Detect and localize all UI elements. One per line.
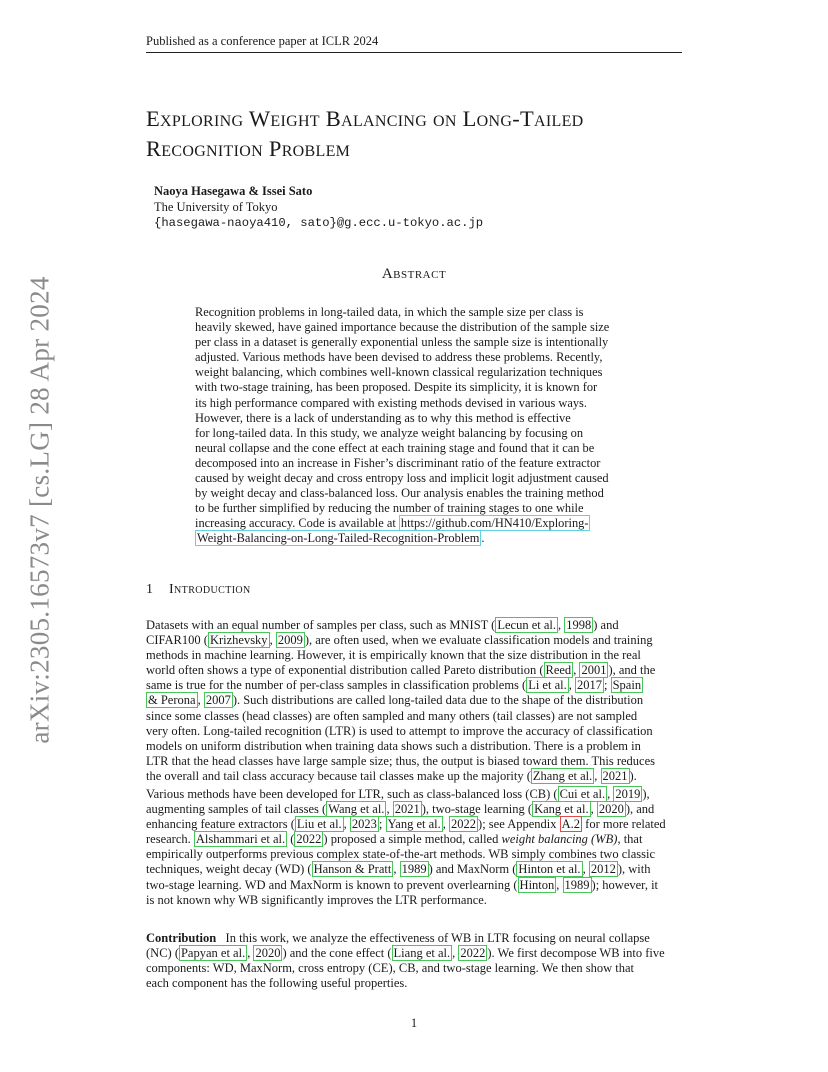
citation-link[interactable]: Spain bbox=[612, 678, 642, 693]
text: , bbox=[573, 663, 580, 678]
citation-link[interactable]: Liang et al. bbox=[393, 946, 451, 961]
text: , bbox=[590, 802, 597, 817]
abstract-line: to be further simplified by reducing the number of training stages to one while bbox=[195, 501, 584, 516]
citation-link[interactable]: Papyan et al. bbox=[180, 946, 246, 961]
citation-link[interactable]: 2007 bbox=[205, 693, 231, 708]
citation-link[interactable]: Krizhevsky bbox=[209, 633, 268, 648]
text: ), and bbox=[625, 802, 655, 817]
citation-link[interactable]: Cui et al. bbox=[559, 787, 606, 801]
section-title: Introduction bbox=[169, 582, 251, 597]
abstract-text: . bbox=[481, 531, 485, 546]
text: , bbox=[247, 946, 254, 961]
text: , bbox=[386, 802, 393, 817]
text: world often shows a type of exponential distribution called Pareto distribution ( bbox=[146, 663, 544, 678]
text: ; bbox=[378, 817, 386, 832]
text: ), bbox=[642, 787, 650, 801]
citation-link[interactable]: Reed bbox=[545, 663, 572, 678]
text: (NC) ( bbox=[146, 946, 179, 961]
citation-link[interactable]: Li et al. bbox=[528, 678, 567, 693]
code-repo-link[interactable]: https://github.com/HN410/Exploring- bbox=[400, 516, 589, 531]
text: enhancing feature extractors ( bbox=[146, 817, 295, 832]
text: ); however, it bbox=[591, 877, 659, 892]
citation-link[interactable]: Alshammari et al. bbox=[195, 832, 286, 847]
paragraph-line bbox=[146, 787, 686, 802]
text: same is true for the number of per-class samples in classification problems ( bbox=[146, 678, 527, 693]
paragraph-line bbox=[146, 693, 686, 708]
paragraph-line: each component has the following useful properties. bbox=[146, 976, 408, 991]
paragraph-line: methods in machine learning. However, it is empirically known that the size distribution in the real bbox=[146, 648, 641, 663]
abstract-line: its high performance compared with existing methods devised in various ways. bbox=[195, 395, 587, 410]
citation-link[interactable]: 2020 bbox=[598, 802, 624, 817]
arxiv-side-stamp bbox=[20, 276, 60, 744]
abstract-line: with two-stage training, has been proposed. Despite its simplicity, it is known for bbox=[195, 380, 598, 395]
text: ) and MaxNorm ( bbox=[428, 862, 517, 877]
citation-link[interactable]: 2022 bbox=[460, 946, 486, 961]
abstract-body bbox=[195, 305, 635, 547]
citation-link[interactable]: 1998 bbox=[566, 618, 592, 632]
paragraph-line bbox=[146, 832, 686, 847]
text: ( bbox=[287, 832, 295, 847]
paragraph-line: components: WD, MaxNorm, cross entropy (CE), CB, and two-stage learning. We then show that bbox=[146, 961, 635, 976]
text: research. bbox=[146, 832, 194, 847]
text: In this work, we analyze the effectiveness of WB in LTR focusing on neural collapse bbox=[225, 931, 650, 945]
text: , bbox=[556, 877, 563, 892]
abstract-line: Recognition problems in long-tailed data, in which the sample size per class is bbox=[195, 305, 584, 319]
citation-link[interactable]: 2021 bbox=[602, 768, 628, 783]
abstract-text: increasing accuracy. Code is available at bbox=[195, 516, 399, 531]
citation-link[interactable]: Zhang et al. bbox=[532, 768, 593, 783]
citation-link[interactable]: 2022 bbox=[451, 817, 477, 832]
citation-link[interactable]: 2009 bbox=[277, 633, 303, 648]
text: , bbox=[393, 862, 400, 877]
text: Various methods have been developed for LTR, such as class-balanced loss (CB) ( bbox=[146, 787, 558, 801]
citation-link[interactable]: 2021 bbox=[394, 802, 420, 817]
citation-link[interactable]: 2022 bbox=[296, 832, 322, 847]
author-email: {hasegawa-naoya410, sato}@g.ecc.u-tokyo.ac.jp bbox=[154, 216, 484, 230]
paragraph-line bbox=[146, 862, 686, 877]
text: ), are often used, when we evaluate classification models and training bbox=[304, 633, 653, 648]
citation-link[interactable]: 1989 bbox=[401, 862, 427, 877]
citation-link[interactable]: 2019 bbox=[615, 787, 641, 801]
abstract-line: caused by weight decay and cross entropy loss and implicit logit adjustment caused bbox=[195, 471, 609, 486]
text: ), two-stage learning ( bbox=[421, 802, 533, 817]
code-repo-link-continued[interactable]: Weight-Balancing-on-Long-Tailed-Recognition-Problem bbox=[197, 531, 480, 546]
paragraph-line bbox=[146, 618, 686, 633]
paragraph-line: LTR that the head classes have large sample size; thus, the output is biased toward them. This reduces bbox=[146, 753, 656, 768]
text: ) and the cone effect ( bbox=[282, 946, 392, 961]
arxiv-identifier: arXiv:2305.16573v7 [cs.LG] 28 Apr 2024 bbox=[24, 276, 55, 744]
text: ; bbox=[603, 678, 611, 693]
citation-link[interactable]: Hinton et al. bbox=[518, 862, 581, 877]
text: , bbox=[197, 693, 204, 708]
paragraph-line bbox=[146, 817, 686, 832]
text: the overall and tail class accuracy because tail classes make up the majority ( bbox=[146, 768, 531, 783]
abstract-line: adjusted. Various methods have been devised to address these problems. Recently, bbox=[195, 350, 603, 365]
citation-link[interactable]: 1989 bbox=[564, 877, 590, 892]
citation-link[interactable]: Yang et al. bbox=[387, 817, 441, 832]
abstract-line: decomposed into an increase in Fisher’s discriminant ratio of the feature extractor bbox=[195, 455, 601, 470]
citation-link[interactable]: Hinton bbox=[519, 877, 555, 892]
paragraph-line: empirically outperforms previous complex state-of-the-art methods. WB simply combines two classic bbox=[146, 847, 656, 862]
running-header: Published as a conference paper at ICLR 2024 bbox=[146, 34, 379, 48]
title-line-1: Exploring Weight Balancing on Long-Tailed bbox=[146, 106, 584, 131]
paragraph-line bbox=[146, 878, 686, 893]
author-affiliation: The University of Tokyo bbox=[154, 200, 278, 214]
header-rule bbox=[146, 52, 682, 53]
text: , that bbox=[617, 832, 643, 847]
text: , bbox=[452, 946, 459, 961]
citation-link[interactable]: & Perona bbox=[148, 693, 196, 708]
citation-link[interactable]: Lecun et al. bbox=[497, 618, 556, 632]
intro-paragraph-2 bbox=[146, 787, 686, 908]
text: ). We first decompose WB into five bbox=[487, 946, 665, 961]
text: , bbox=[343, 817, 350, 832]
text: ), and the bbox=[608, 663, 656, 678]
page-number: 1 bbox=[410, 1016, 418, 1030]
intro-paragraph-1 bbox=[146, 618, 686, 784]
citation-link[interactable]: 2001 bbox=[581, 663, 607, 678]
text bbox=[216, 931, 225, 945]
text: ). Such distributions are called long-tailed data due to the shape of the distribution bbox=[232, 693, 644, 708]
abstract-line: by weight decay and class-balanced loss. Our analysis enables the training method bbox=[195, 486, 604, 501]
text: ); see Appendix bbox=[478, 817, 560, 832]
abstract-line: neural collapse and the cone effect at each training stage and found that it can be bbox=[195, 440, 595, 455]
citation-link[interactable]: 2017 bbox=[576, 678, 602, 693]
text: , bbox=[607, 787, 614, 801]
paragraph-line: models on uniform distribution when training data shows such a distribution. There is a problem in bbox=[146, 738, 641, 753]
paragraph-line bbox=[146, 802, 686, 817]
text: ), with bbox=[617, 862, 651, 877]
abstract-line bbox=[195, 516, 635, 531]
citation-link[interactable]: Kang et al. bbox=[534, 802, 589, 817]
emphasis: weight balancing (WB) bbox=[501, 832, 618, 847]
text: , bbox=[269, 633, 276, 648]
author-block bbox=[154, 183, 483, 231]
abstract-line: heavily skewed, have gained importance because the distribution of the sample size bbox=[195, 320, 610, 335]
paragraph-line bbox=[146, 633, 686, 648]
text: , bbox=[568, 678, 575, 693]
author-names: Naoya Hasegawa & Issei Sato bbox=[154, 184, 313, 198]
text: , bbox=[582, 862, 589, 877]
abstract-line: weight balancing, which combines well-known classical regularization techniques bbox=[195, 365, 603, 380]
title-line-2: Recognition Problem bbox=[146, 136, 351, 161]
contribution-paragraph bbox=[146, 931, 686, 991]
paragraph-run-in-heading: Contribution bbox=[146, 931, 217, 945]
section-heading-introduction bbox=[146, 582, 251, 598]
paragraph-line: very often. Long-tailed recognition (LTR) is used to attempt to improve the accuracy of classification bbox=[146, 723, 653, 738]
paper-title bbox=[146, 104, 706, 164]
text: augmenting samples of tail classes ( bbox=[146, 802, 327, 817]
abstract-line bbox=[195, 531, 635, 546]
paragraph-line bbox=[146, 663, 686, 678]
paragraph-line bbox=[146, 946, 686, 961]
text: two-stage learning. WD and MaxNorm is known to prevent overlearning ( bbox=[146, 877, 518, 892]
text: for more related bbox=[582, 817, 666, 832]
paragraph-line: since some classes (head classes) are often sampled and many others (tail classes) are not sampled bbox=[146, 708, 638, 723]
appendix-link[interactable]: A.2 bbox=[561, 817, 581, 832]
abstract-line: for long-tailed data. In this study, we analyze weight balancing by focusing on bbox=[195, 425, 584, 440]
paragraph-line: is not known why WB significantly improves the LTR performance. bbox=[146, 892, 487, 907]
citation-link[interactable]: 2023 bbox=[351, 817, 377, 832]
abstract-heading: Abstract bbox=[381, 266, 447, 282]
citation-link[interactable]: 2020 bbox=[255, 946, 281, 961]
citation-link[interactable]: 2012 bbox=[590, 862, 616, 877]
section-number: 1 bbox=[146, 582, 153, 597]
text: , bbox=[594, 768, 601, 783]
text: , bbox=[558, 618, 565, 632]
citation-link[interactable]: Wang et al. bbox=[328, 802, 385, 817]
text: ) proposed a simple method, called bbox=[323, 832, 502, 847]
abstract-line: per class in a dataset is generally exponential unless the sample size is intentionally bbox=[195, 335, 609, 350]
text: ). bbox=[629, 768, 637, 783]
citation-link[interactable]: Liu et al. bbox=[296, 817, 342, 832]
paragraph-line bbox=[146, 678, 686, 693]
citation-link[interactable]: Hanson & Pratt bbox=[313, 862, 392, 877]
text: Datasets with an equal number of samples per class, such as MNIST ( bbox=[146, 618, 496, 632]
text: , bbox=[442, 817, 450, 832]
text: ) and bbox=[593, 618, 619, 632]
text: CIFAR100 ( bbox=[146, 633, 208, 648]
abstract-line: However, there is a lack of understanding as to why this method is effective bbox=[195, 410, 571, 425]
paragraph-line bbox=[146, 769, 686, 784]
text: techniques, weight decay (WD) ( bbox=[146, 862, 312, 877]
paragraph-line bbox=[146, 931, 686, 946]
